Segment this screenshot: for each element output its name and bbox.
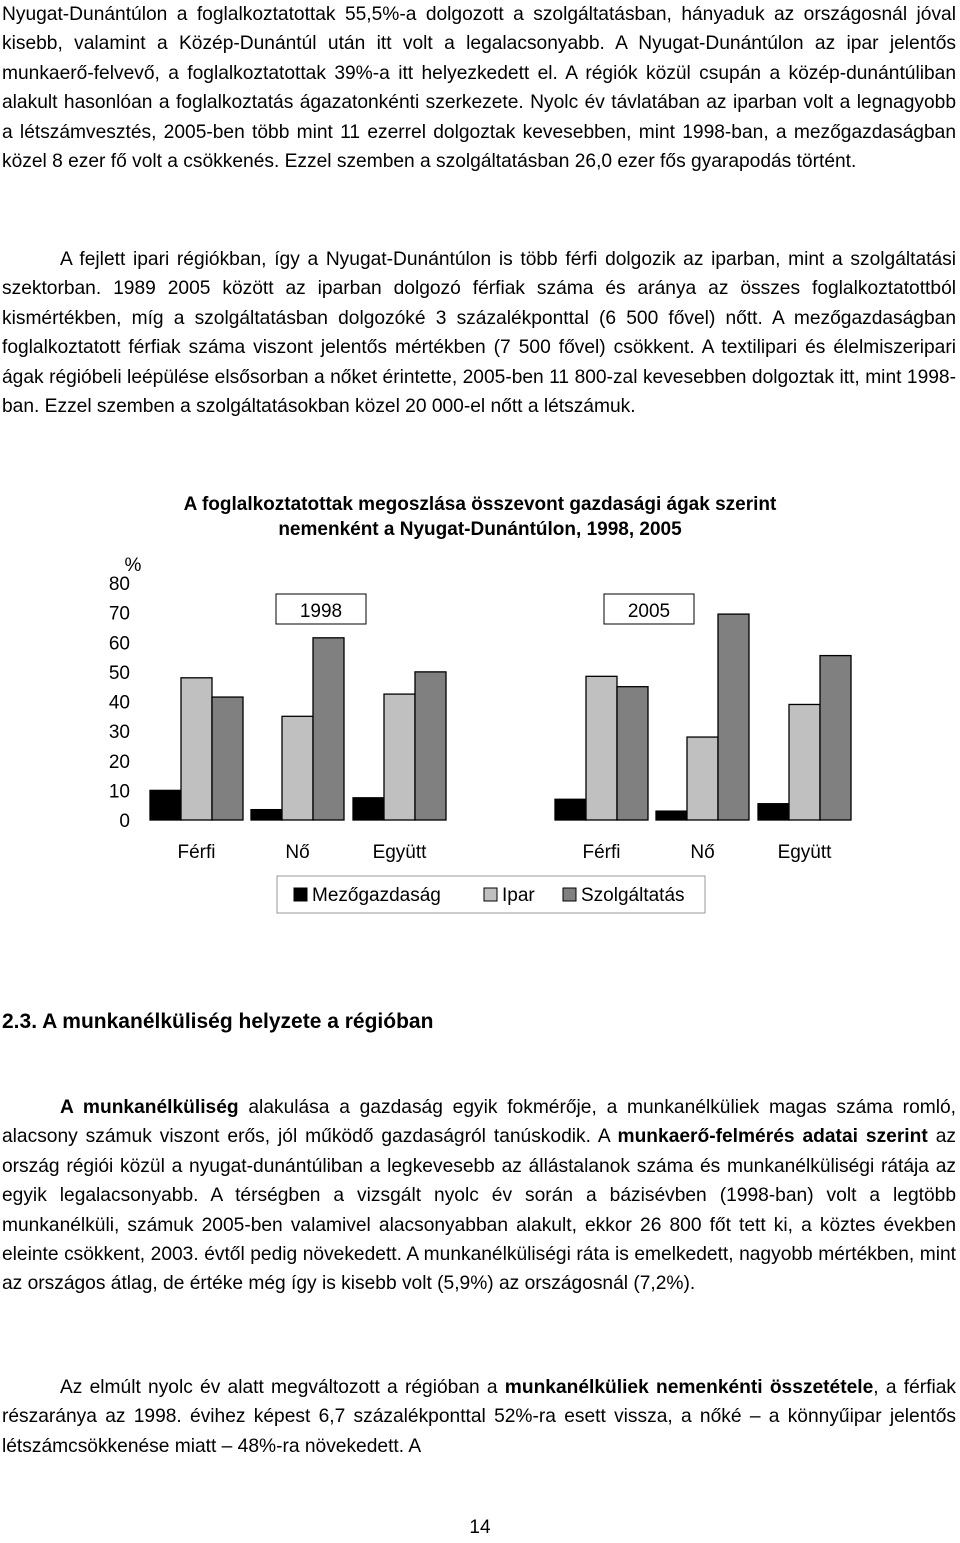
bar-1998-0-2 [212,697,243,820]
paragraph-gender-sectors-text: A fejlett ipari régiókban, így a Nyugat-Dunántúlon is több férfi dolgozik az iparban, mint a szolgáltatási szektorban. 1989 2005 között az iparban dolgozó férfiak száma és aránya az összes foglalkoztatottból kismértékben, míg a szolgáltatásban dolgozóké 3 százalékponttal (6 500 fővel) nőtt. A mezőgazdaságban foglalkoztatott férfiak száma viszont jelentős mértékben (7 500 fővel) csökkent. A textilipari és élelmiszeripari ágak régióbeli leépülése elsősorban a nőket érintette, 2005-ben 11 800-zal kevesebben dolgoztak itt, mint 1998-ban. Ezzel szemben a szolgáltatásokban közel 20 000-el nőtt a létszámuk. [2,249,956,418]
category-label-1998-2: Együtt [372,842,427,863]
bar-2005-1-0 [656,811,687,820]
paragraph-gender-sectors [2,245,956,421]
employment-bar-chart [0,550,960,930]
y-tick-label-60: 60 [108,633,130,655]
y-tick-label-20: 20 [108,751,130,773]
legend-label-2: Szolgáltatás [581,885,685,906]
bar-2005-0-1 [586,676,617,820]
bold-term-unemployment: A munkanélküliség [60,1097,239,1118]
bar-1998-2-0 [353,798,384,820]
bar-1998-0-1 [181,678,212,820]
bar-1998-2-2 [415,672,446,820]
bar-2005-2-2 [820,656,851,820]
paragraph-unemployed-gender-text-1: Az elmúlt nyolc év alatt megváltozott a régióban a [60,1377,505,1398]
y-tick-label-40: 40 [108,692,130,714]
paragraph-unemployed-gender [2,1373,956,1461]
paragraph-unemployed-gender-text-2: , a férfiak részaránya az 1998. évihez képest 6,7 százalékponttal 52%-ra esett vissza, a nőké – a könnyűipar jelentős létszámcsökkenése miatt – 48%-ra növekedett. A [2,1377,957,1457]
bar-2005-1-1 [687,737,718,820]
bar-1998-2-1 [384,694,415,820]
y-tick-label-0: 0 [119,811,130,832]
y-tick-label-10: 10 [108,781,130,803]
bar-2005-0-2 [617,687,648,820]
paragraph-unemployment [2,1093,956,1299]
y-tick-label-50: 50 [108,662,130,684]
group-label-1998: 1998 [299,601,343,622]
group-label-2005: 2005 [627,601,671,622]
legend-label-0: Mezőgazdaság [312,885,441,906]
bar-1998-0-0 [150,790,181,820]
paragraph-unemployment-text-2: az ország régiói közül a nyugat-dunántúliban a legkevesebb az állástalanok száma és munkanélküliségi rátája az egyik legalacsonyabb. A térségben a vizsgált nyolc év során a bázisévben (1998-ban) volt a legtöbb munkanélküli, számuk 2005-ben valamivel alacsonyabban alakult, ekkor 26 800 főt tett ki, a köztes években eleinte csökkent, 2003. évtől pedig növekedett. A munkanélküliségi ráta is emelkedett, nagyobb mértékben, mint az országos átlag, de értéke még így is kisebb volt (5,9%) az országosnál (7,2%). [2,1126,956,1295]
bold-term-survey: munkaerő-felmérés adatai szerint [617,1126,928,1148]
legend-label-1: Ipar [502,885,535,906]
bar-2005-2-1 [789,704,820,820]
category-label-1998-1: Nő [285,842,310,863]
bar-2005-2-0 [758,804,789,820]
bold-term-composition: munkanélküliek nemenkénti összetétele [504,1377,874,1398]
page-number: 14 [469,1517,491,1538]
paragraph-unemployment-text-1: alakulása a gazdaság egyik fokmérője, a munkanélküliek magas száma romló, alacsony számuk viszont erős, jól működő gazdaságról tanúskodik. A [2,1097,956,1148]
y-tick-label-30: 30 [108,722,130,744]
section-heading: 2.3. A munkanélküliség helyzete a régióban [2,1010,434,1033]
legend-swatch-2 [563,888,576,901]
bar-1998-1-1 [282,716,313,820]
category-label-2005-0: Férfi [582,842,621,863]
paragraph-employment-structure: Nyugat-Dunántúlon a foglalkoztatottak 55,5%-a dolgozott a szolgáltatásban, hányaduk az országosnál jóval kisebb, valamint a Közép-Dunántúl után itt volt a legalacsonyabb. A Nyugat-Dunántúlon az ipar jelentős munkaerő-felvevő, a foglalkoztatottak 39%-a itt helyezkedett el. A régiók közül csupán a közép-dunántúliban alakult hasonlóan a foglalkoztatás ágazatonkénti szerkezete. Nyolc év távlatában az iparban volt a legnagyobb a létszámvesztés, 2005-ben több mint 11 ezerrel dolgoztak kevesebben, mint 1998-ban, a mezőgazdaságban közel 8 ezer fő volt a csökkenés. Ezzel szemben a szolgáltatásban 26,0 ezer fős gyarapodás történt. [2,4,956,173]
bar-1998-1-0 [251,810,282,820]
chart-title: A foglalkoztatottak megoszlása összevont gazdasági ágak szerint nemenként a Nyugat-Dunántúlon, 1998, 2005 [183,494,777,540]
y-tick-label-80: 80 [108,574,130,595]
category-label-2005-1: Nő [690,842,715,863]
y-tick-label-70: 70 [108,603,130,625]
y-axis-unit-label: % [124,555,142,576]
legend-swatch-1 [484,888,497,901]
bar-2005-0-0 [555,799,586,820]
bar-2005-1-2 [718,614,749,820]
category-label-2005-2: Együtt [777,842,832,863]
bar-1998-1-2 [313,638,344,820]
category-label-1998-0: Férfi [177,842,216,863]
legend-swatch-0 [294,888,307,901]
